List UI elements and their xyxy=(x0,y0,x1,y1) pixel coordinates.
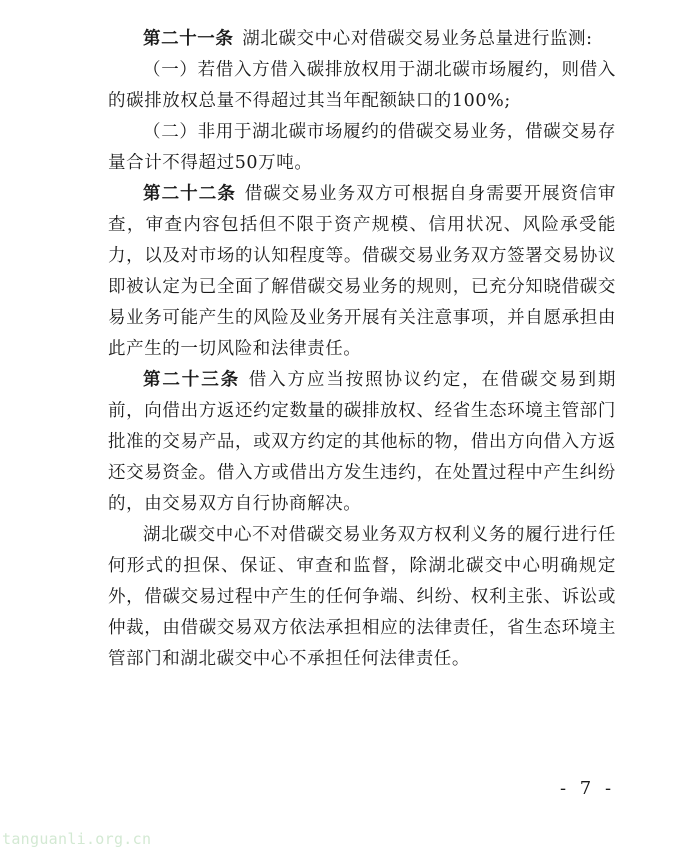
watermark-text: tanguanli.org.cn xyxy=(2,830,152,848)
article-21-intro-text: 湖北碳交中心对借碳交易业务总量进行监测: xyxy=(242,29,593,49)
document-body xyxy=(108,24,616,675)
article-21-item-2: （二）非用于湖北碳市场履约的借碳交易业务，借碳交易存量合计不得超过50万吨。 xyxy=(108,122,616,173)
page-number: - 7 - xyxy=(560,778,616,799)
article-22-body: 借碳交易业务双方可根据自身需要开展资信审查，审查内容包括但不限于资产规模、信用状况、风险承受能力，以及对市场的认知程度等。借碳交易业务双方签署交易协议即被认定为已全面了解借碳交易业务的规则，已充分知晓借碳交易业务可能产生的风险及业务开展有关注意事项，并自愿承担由此产生的一切风险和法律责任。 xyxy=(108,184,617,359)
article-22-label: 第二十二条 xyxy=(143,184,236,204)
article-21-intro xyxy=(108,24,616,55)
article-21-item-1: （一）若借入方借入碳排放权用于湖北碳市场履约，则借入的碳排放权总量不得超过其当年配额缺口的100%; xyxy=(108,60,616,111)
article-23 xyxy=(108,365,616,520)
article-23-label: 第二十三条 xyxy=(143,370,240,390)
article-23-body: 借入方应当按照协议约定，在借碳交易到期前，向借出方返还约定数量的碳排放权、经省生态环境主管部门批准的交易产品，或双方约定的其他标的物，借出方向借入方返还交易资金。借入方或借出方发生违约，在处置过程中产生纠纷的，由交易双方自行协商解决。 xyxy=(108,370,617,514)
article-21-label: 第二十一条 xyxy=(143,29,234,49)
closing-paragraph: 湖北碳交中心不对借碳交易业务双方权利义务的履行进行任何形式的担保、保证、审查和监督，除湖北碳交中心明确规定外，借碳交易过程中产生的任何争端、纠纷、权利主张、诉讼或仲裁，由借碳交易双方依法承担相应的法律责任，省生态环境主管部门和湖北碳交中心不承担任何法律责任。 xyxy=(108,525,616,669)
article-22 xyxy=(108,179,616,365)
